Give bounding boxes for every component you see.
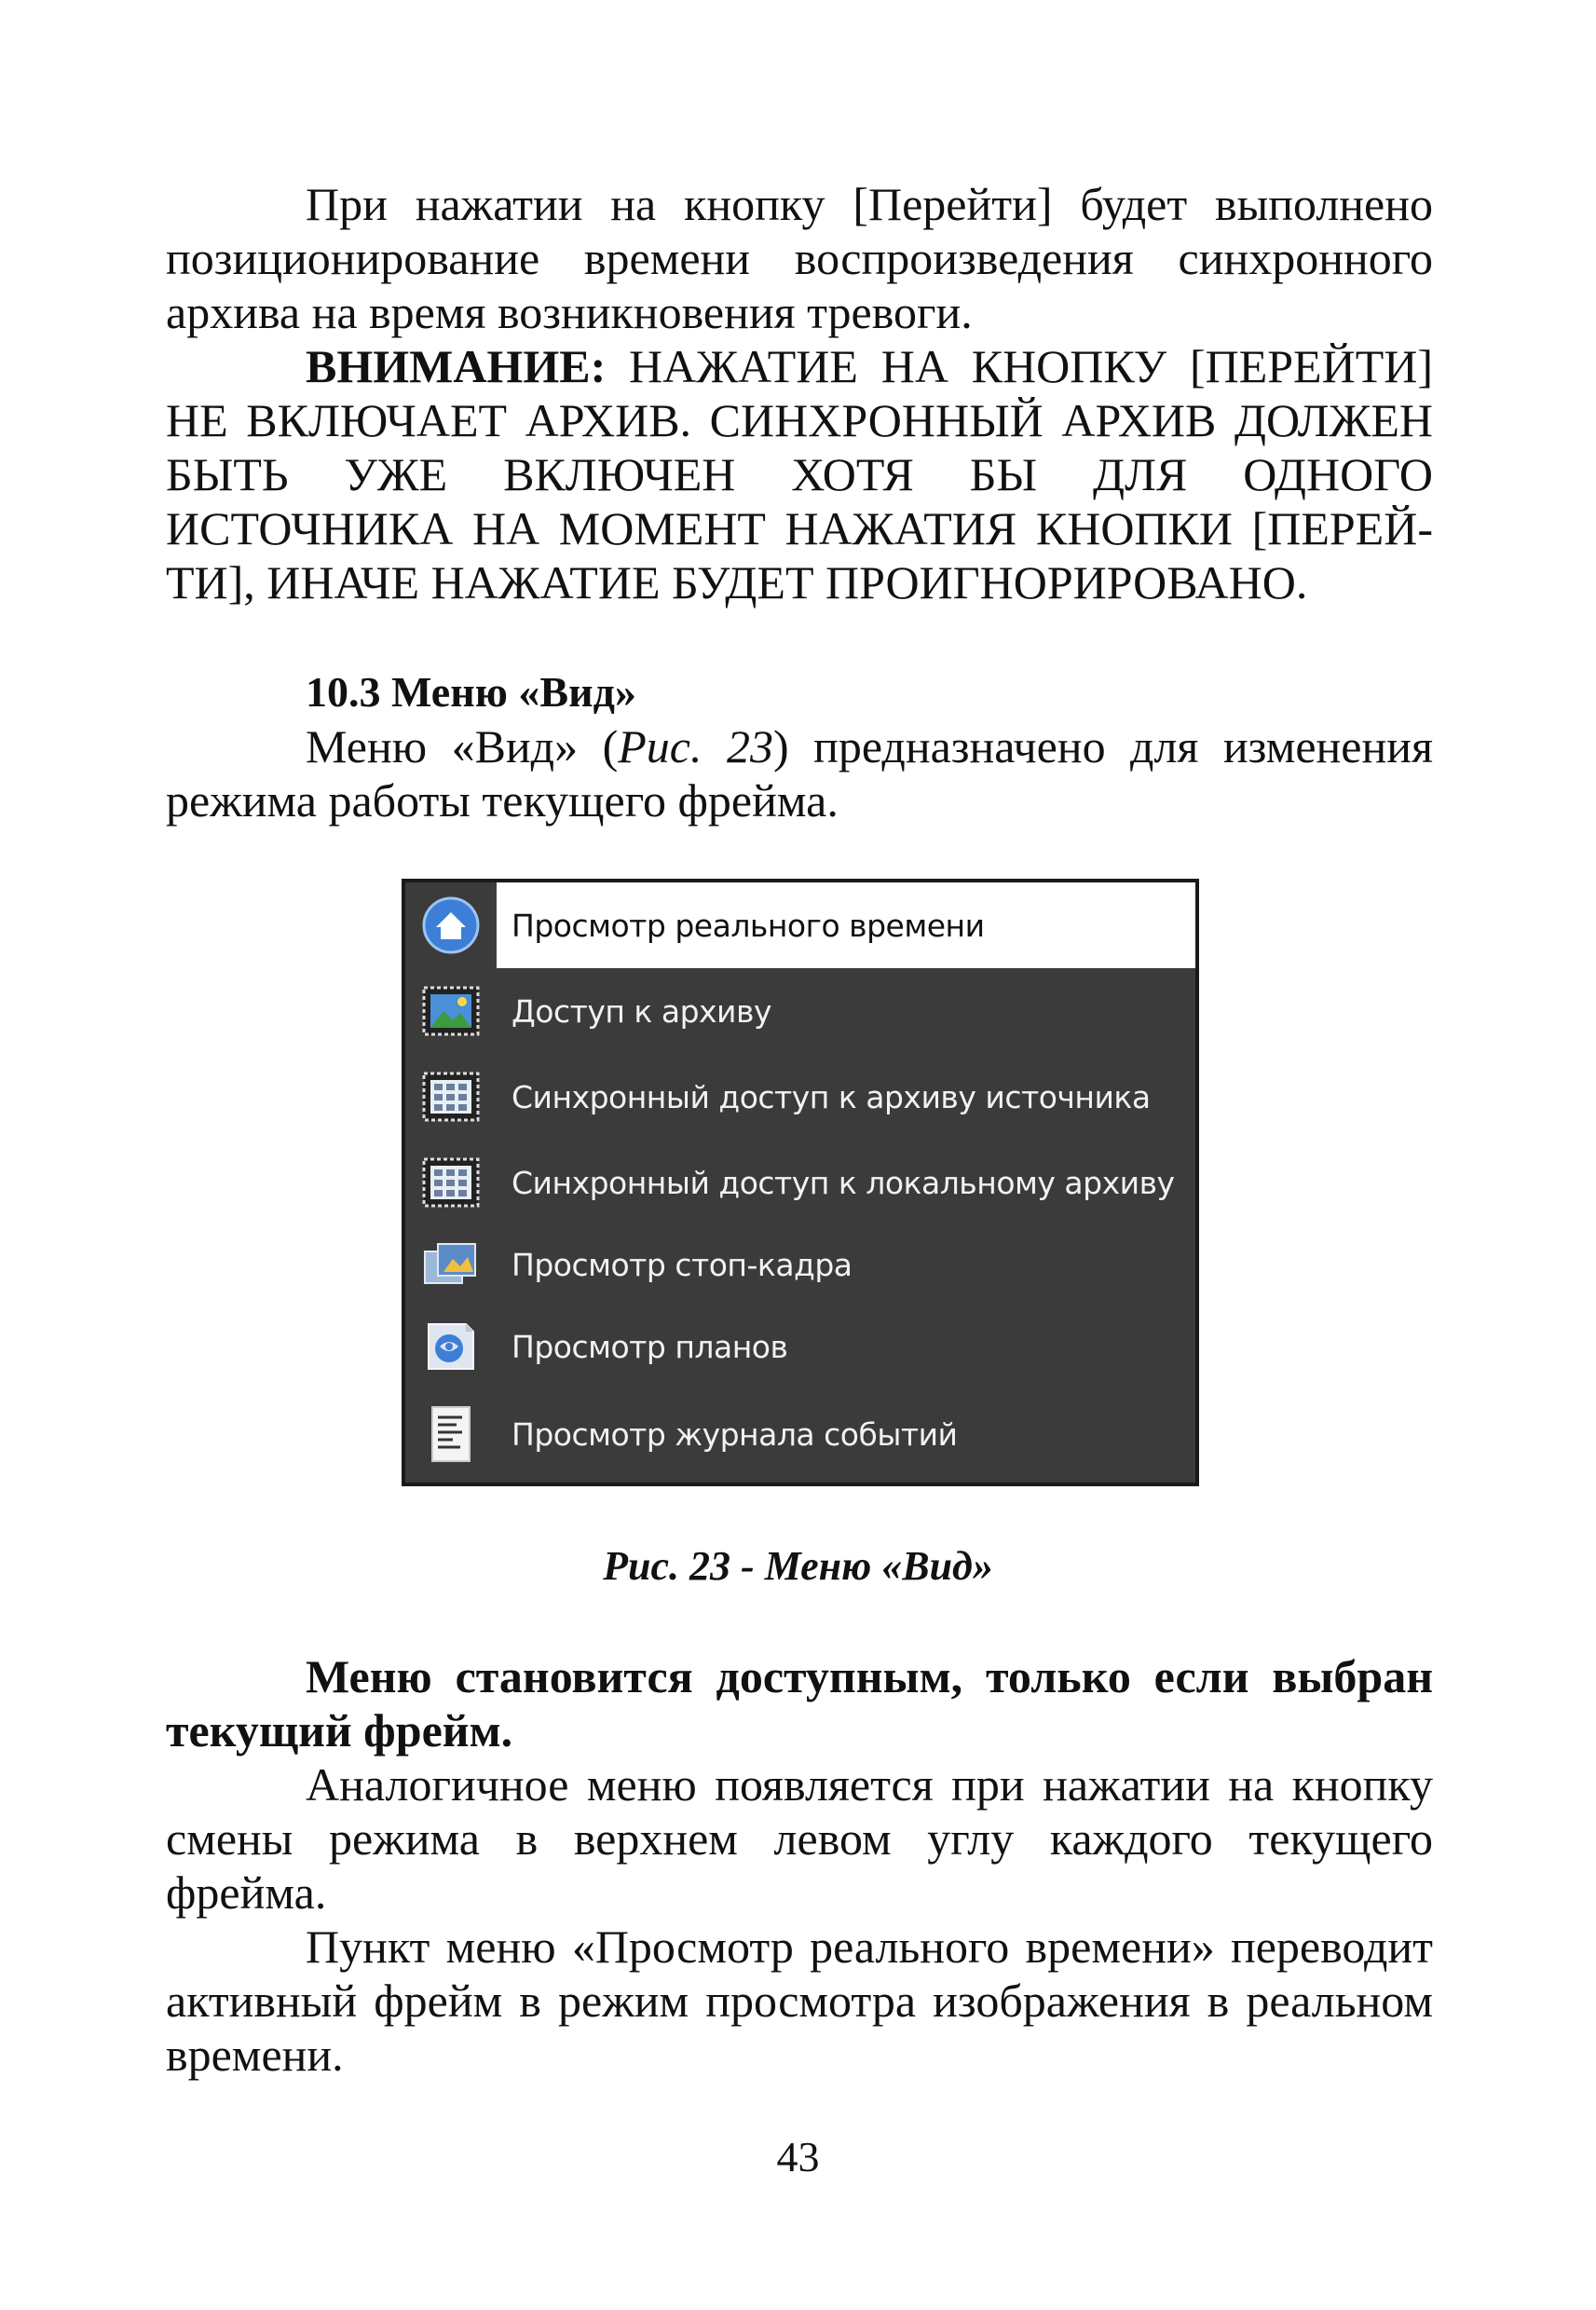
figure-caption: Рис. 23 - Меню «Вид»: [603, 1543, 993, 1589]
para2-end: ) предназначено для изменения режима работы текущего фрейма.: [166, 720, 1433, 827]
menu-item-label: Синхронный доступ к архиву источника: [512, 1078, 1151, 1115]
grid-icon: [405, 1054, 497, 1140]
para2-start: Меню «Вид» (: [306, 720, 619, 772]
menu-item-plans[interactable]: [405, 1304, 1195, 1389]
bold-paragraph: Меню становится доступным, только если выбран текущий фрейм.: [166, 1650, 1433, 1756]
warning-label: ВНИМАНИЕ:: [306, 340, 607, 392]
menu-item-label: Доступ к архиву: [512, 992, 771, 1030]
plan-icon: [405, 1304, 497, 1389]
bottom-text: [166, 1649, 1433, 2082]
menu-item-realtime[interactable]: [405, 882, 1195, 968]
paragraph-menu-view: [166, 719, 1433, 827]
menu-item-label: Просмотр реального времени: [512, 907, 985, 944]
menu-item-label: Просмотр стоп-кадра: [512, 1246, 853, 1283]
warning-text: НАЖАТИЕ НА КНОПКУ [ПЕРЕЙТИ] НЕ ВКЛЮЧАЕТ АРХИВ. СИНХРОННЫЙ АРХИВ ДОЛЖЕН БЫТЬ УЖЕ ВКЛЮЧЕН ХОТЯ БЫ ДЛЯ ОДНОГО ИСТОЧНИКА НА МОМЕНТ НАЖАТИЯ КНОПКИ [ПЕРЕЙ-ТИ], ИНАЧЕ НАЖАТИЕ БУДЕТ ПРОИГНОРИРОВАНО.: [166, 340, 1433, 608]
paragraph-realtime-item: Пункт меню «Просмотр реального времени» переводит активный фрейм в режим просмотра изображения в реальном времени.: [166, 1920, 1433, 2081]
paragraph-jump: При нажатии на кнопку [Перейти] будет выполнено позиционирование времени воспроизведения синхронного архива на время возникновения тревоги.: [166, 178, 1433, 338]
document-icon: [405, 1391, 497, 1477]
picture-icon: [405, 968, 497, 1054]
menu-item-archive[interactable]: [405, 968, 1195, 1054]
frames-icon: [405, 1222, 497, 1307]
menu-item-sync-source-archive[interactable]: [405, 1054, 1195, 1140]
menu-item-label: Просмотр журнала событий: [512, 1415, 958, 1453]
warning-paragraph: [166, 339, 1433, 609]
page-number: 43: [776, 2133, 820, 2180]
home-icon: [405, 882, 497, 968]
menu-item-sync-local-archive[interactable]: [405, 1140, 1195, 1225]
view-menu-screenshot: [402, 879, 1199, 1486]
menu-item-label: Просмотр планов: [512, 1328, 788, 1365]
grid-icon: [405, 1140, 497, 1225]
top-text: [166, 177, 1433, 827]
menu-item-label: Синхронный доступ к локальному архиву: [512, 1164, 1175, 1201]
menu-item-freeze-frame[interactable]: [405, 1222, 1195, 1307]
figure-reference: Рис. 23: [618, 720, 773, 772]
section-heading: 10.3 Меню «Вид»: [306, 668, 636, 716]
paragraph-similar-menu: Аналогичное меню появляется при нажатии на кнопку смены режима в верхнем левом углу каждого текущего фрейма.: [166, 1758, 1433, 1919]
menu-item-event-log[interactable]: [405, 1391, 1195, 1477]
